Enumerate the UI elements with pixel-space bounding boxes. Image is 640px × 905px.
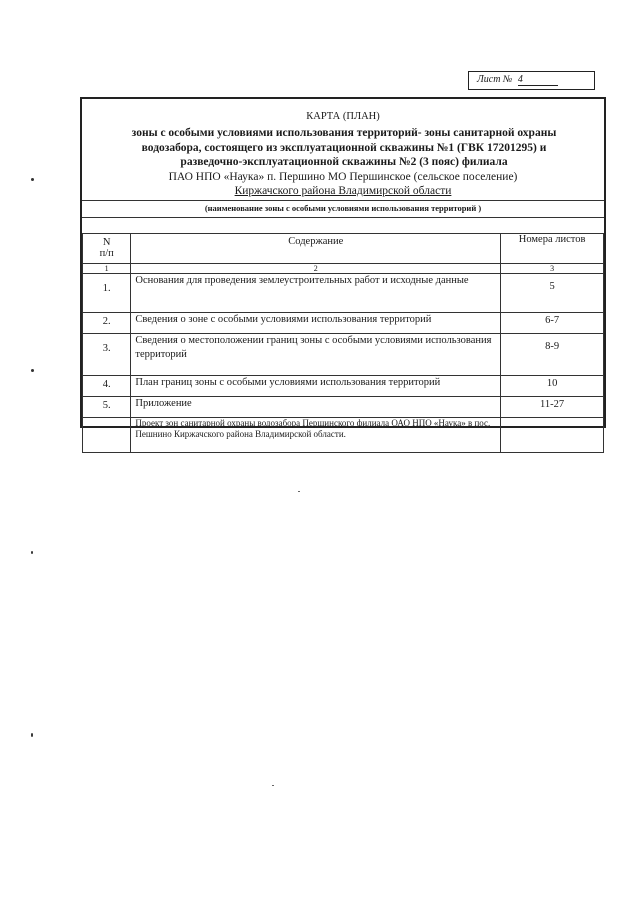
owner-line-2: Киржачского района Владимирской области	[234, 185, 452, 197]
row-number	[83, 418, 131, 453]
zone-caption: (наименование зоны с особыми условиями использования территорий )	[204, 203, 482, 213]
contents-table	[82, 233, 604, 453]
row-content: План границ зоны с особыми условиями использования территорий	[131, 376, 501, 397]
index-cell: 2	[131, 264, 501, 274]
document-frame	[80, 97, 606, 439]
zone-line-1: зоны с особыми условиями использования территорий- зоны санитарной охраны	[131, 127, 557, 139]
row-pages: 6-7	[501, 313, 604, 334]
scan-speck	[31, 551, 33, 554]
index-cell: 3	[501, 264, 604, 274]
zone-description	[94, 126, 594, 170]
table-header-row	[83, 234, 604, 264]
header-number-sublabel: п/п	[99, 248, 114, 259]
index-cell: 1	[83, 264, 131, 274]
scan-speck	[31, 733, 33, 737]
table-row	[83, 418, 604, 453]
scan-speck	[31, 369, 34, 372]
sheet-number: 4	[518, 74, 558, 86]
header-number-label: N	[102, 237, 111, 248]
divider	[82, 200, 604, 201]
sheet-number-box	[468, 71, 595, 90]
row-number: 2.	[83, 313, 131, 334]
zone-line-3: разведочно-эксплуатационной скважины №2 (3 пояс) филиала	[180, 156, 508, 168]
row-pages: 10	[501, 376, 604, 397]
table-row	[83, 334, 604, 376]
header-pages: Номера листов	[501, 234, 604, 264]
row-number: 1.	[83, 274, 131, 313]
owner-line-1: ПАО НПО «Наука» п. Першино МО Першинское (сельское поселение)	[168, 171, 518, 183]
row-number: 3.	[83, 334, 131, 376]
scan-speck	[298, 491, 300, 492]
table-row	[83, 313, 604, 334]
sheet-label: Лист №	[477, 74, 513, 85]
row-content: Сведения о зоне с особыми условиями использования территорий	[131, 313, 501, 334]
row-pages: 11-27	[501, 397, 604, 418]
map-title: КАРТА (ПЛАН)	[306, 111, 380, 122]
header-number	[83, 234, 131, 264]
table-index-row	[83, 264, 604, 274]
table-row	[83, 274, 604, 313]
row-pages	[501, 418, 604, 453]
owner-description	[82, 170, 604, 198]
zone-line-2: водозабора, состоящего из эксплуатационной скважины №1 (ГВК 17201295) и	[141, 141, 547, 154]
row-content: Проект зон санитарной охраны водозабора Першинского филиала ОАО НПО «Наука» в пос. Пешнино Киржачского района Владимирской области.	[131, 418, 501, 453]
divider	[82, 217, 604, 218]
row-number: 5.	[83, 397, 131, 418]
table-row	[83, 376, 604, 397]
row-number: 4.	[83, 376, 131, 397]
row-pages: 8-9	[501, 334, 604, 376]
row-content: Основания для проведения землеустроительных работ и исходные данные	[131, 274, 501, 313]
scan-speck	[31, 178, 34, 181]
row-content: Сведения о местоположении границ зоны с особыми условиями использования территорий	[131, 334, 501, 376]
header-content: Содержание	[131, 234, 501, 264]
row-content: Приложение	[131, 397, 501, 418]
scan-speck	[272, 785, 274, 786]
row-pages: 5	[501, 274, 604, 313]
table-row	[83, 397, 604, 418]
